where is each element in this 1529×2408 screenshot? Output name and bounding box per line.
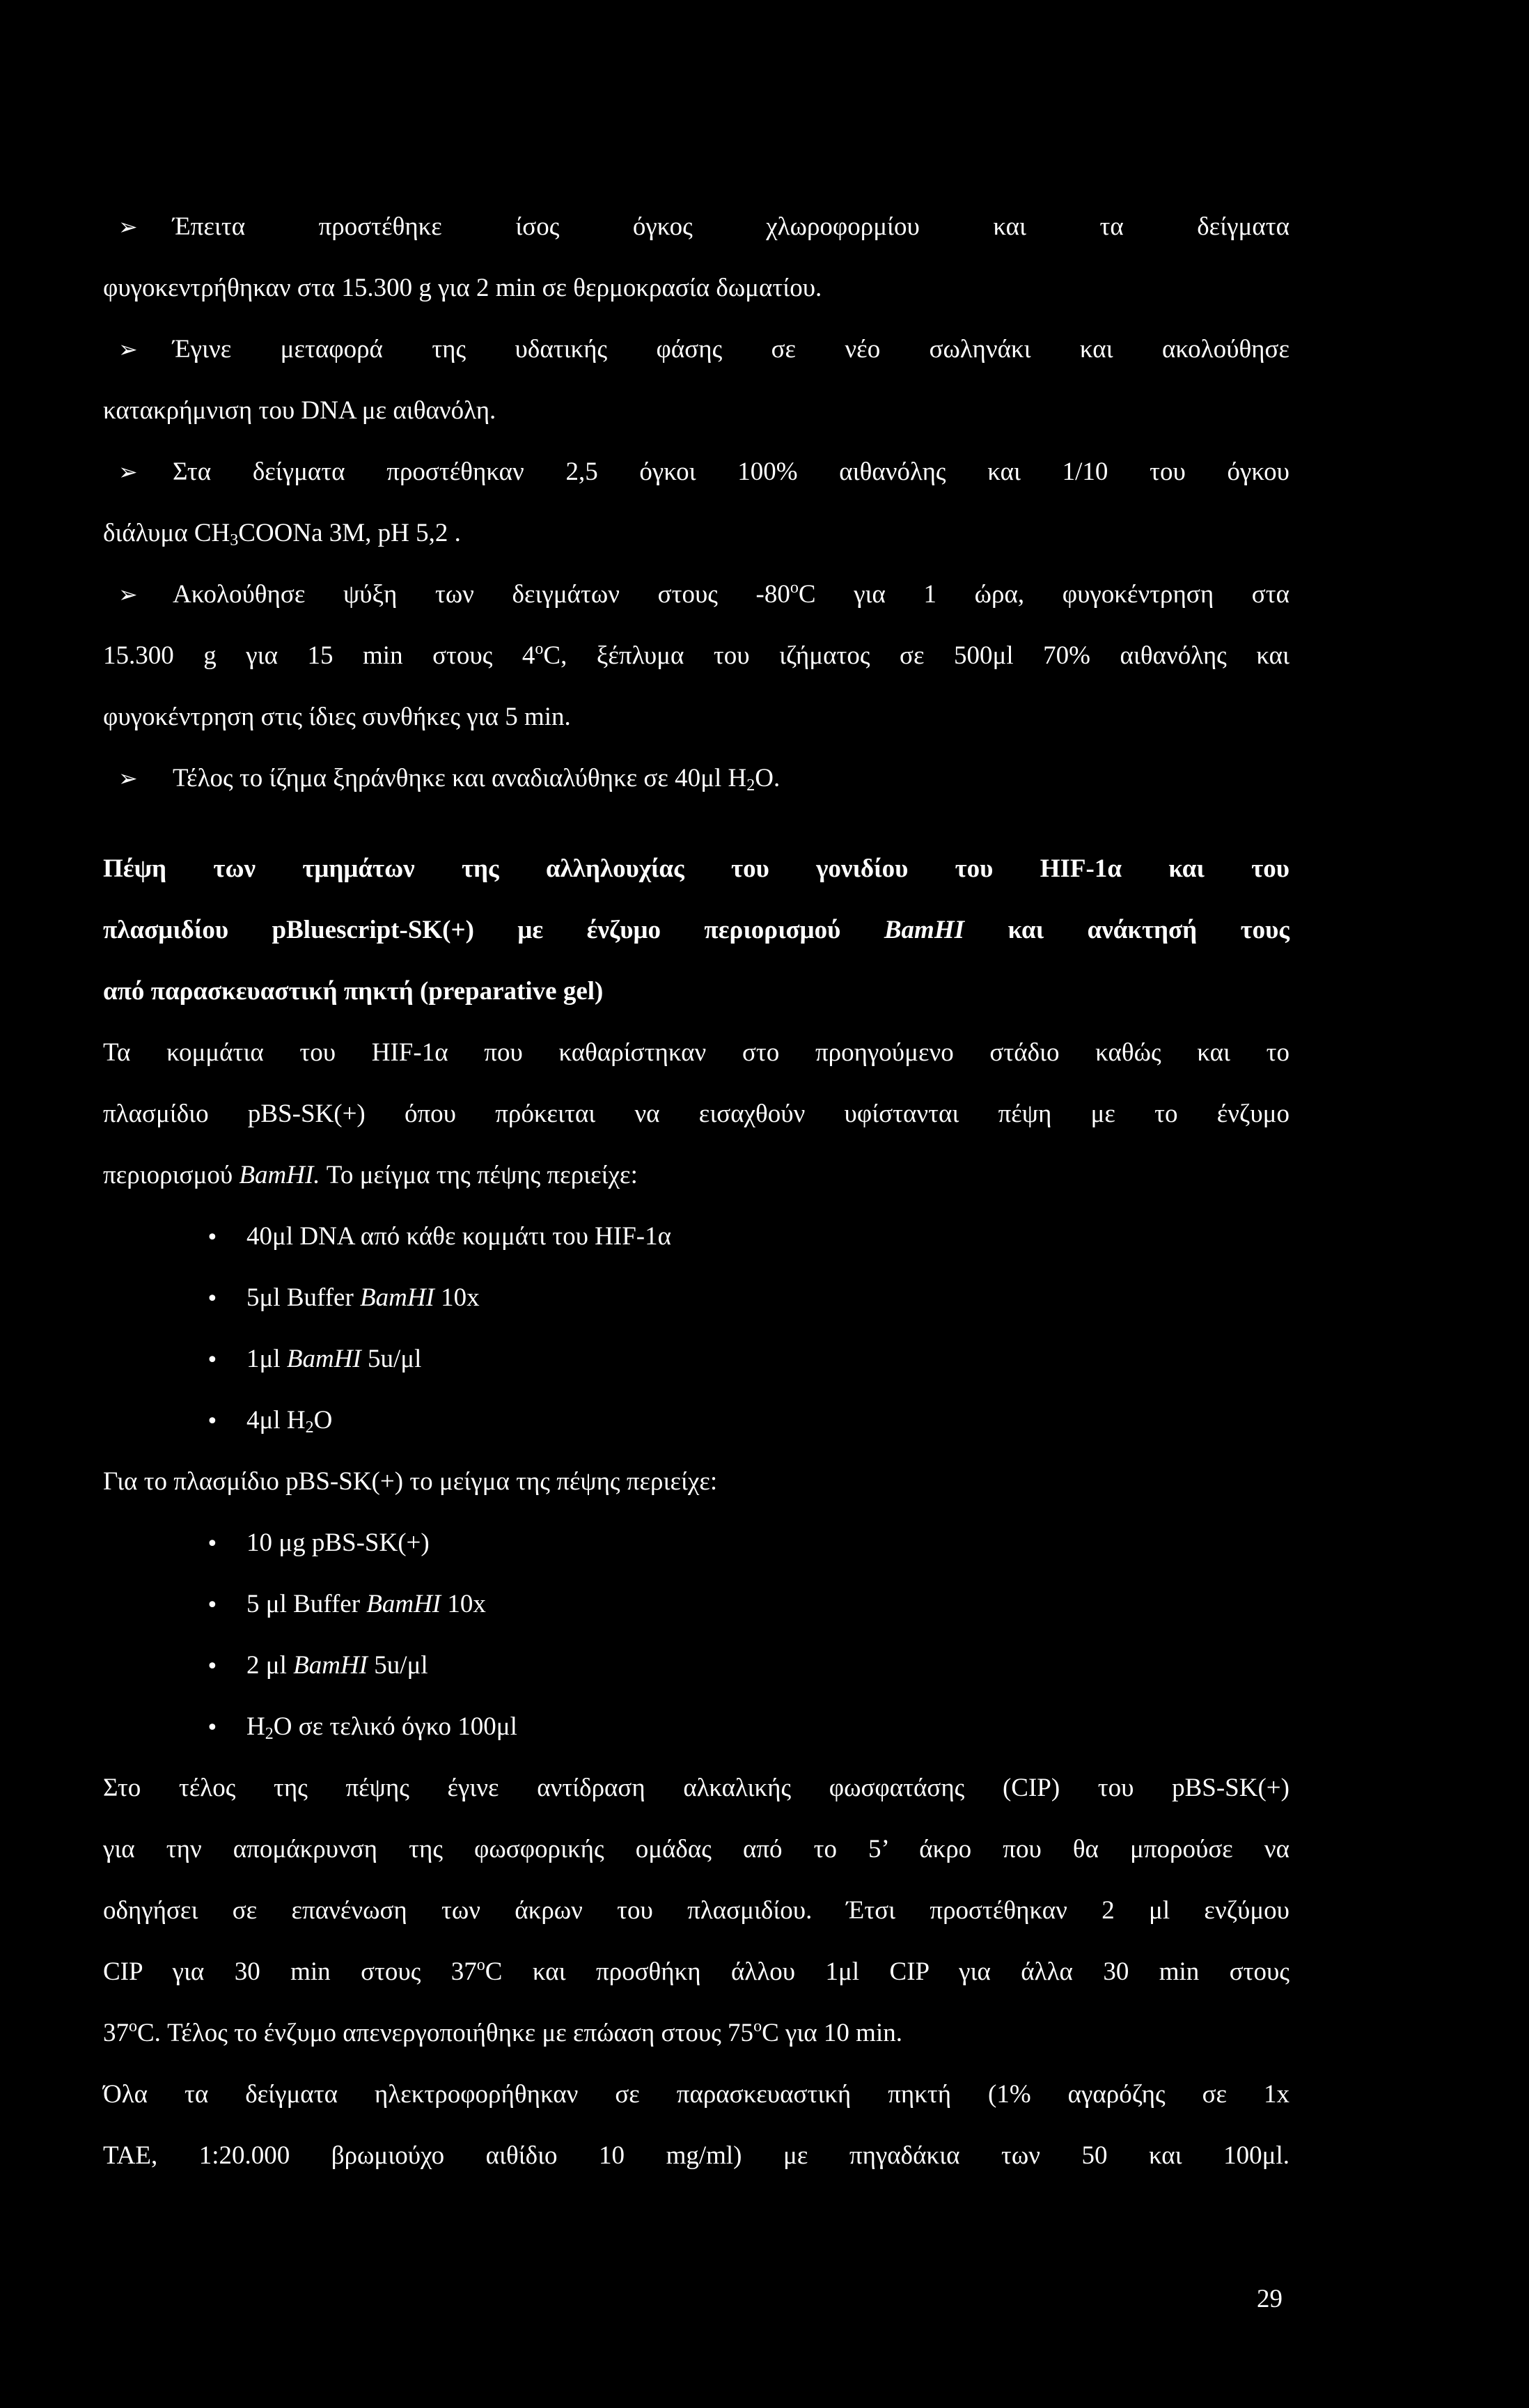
paragraph-4-line-2: TAE, 1:20.000 βρωμιούχο αιθίδιο 10 mg/ml) με πηγαδάκια των 50 και 100μl. [103, 2141, 1289, 2170]
paragraph-2: Για το πλασμίδιο pBS-SK(+) το μείγμα της πέψης περιείχε: [103, 1467, 718, 1496]
page-number: 29 [1257, 2285, 1283, 2313]
bullet-icon: • [206, 1593, 219, 1618]
step-1-line-1: ➢ Έπειτα προστέθηκε ίσος όγκος χλωροφορμίου και τα δείγματα [103, 196, 1289, 258]
step-3-line-1: ➢ Στα δείγματα προστέθηκαν 2,5 όγκοι 100% αιθανόλης και 1/10 του όγκου [103, 441, 1289, 503]
bullet-icon: • [206, 1716, 219, 1740]
bullet-icon: • [206, 1409, 219, 1434]
step-4-line-3: φυγοκέντρηση στις ίδιες συνθήκες για 5 min. [103, 703, 571, 731]
arrow-bullet-icon: ➢ [118, 336, 138, 363]
paragraph-3-line-5: 37$^o$C. Τέλος το ένζυμο απενεργοποιήθηκε με επώαση στους 75$^o$C για 10 min. [103, 2017, 902, 2047]
arrow-bullet-icon: ➢ [118, 458, 138, 485]
step-2-line-2: κατακρήμνιση του DNA με αιθανόλη. [103, 396, 496, 425]
document-body [103, 196, 1289, 2187]
bullet-icon: • [206, 1287, 219, 1311]
list-item: • 2 μl BamHI 5u/μl [103, 1635, 1289, 1696]
paragraph-1-line-2: πλασμίδιο pBS-SK(+) όπου πρόκειται να εισαχθούν υφίστανται πέψη με το ένζυμο [103, 1100, 1289, 1128]
paragraph-3-line-1: Στο τέλος της πέψης έγινε αντίδραση αλκαλικής φωσφατάσης (CIP) του pBS-SK(+) [103, 1774, 1289, 1802]
bullet-icon: • [206, 1532, 219, 1556]
paragraph-1-line-3: περιορισμού BamHI. Το μείγμα της πέψης περιείχε: [103, 1161, 638, 1189]
bullet-icon: • [206, 1226, 219, 1250]
list-item: • $H_2O$ σε τελικό όγκο 100μl [103, 1696, 1289, 1758]
section-heading-line-1: Πέψη των τμημάτων της αλληλουχίας του γονιδίου του HIF-1α και του [103, 854, 1289, 883]
list-item: • 4μl $H_2O$ [103, 1390, 1289, 1451]
step-4-line-1: ➢ Ακολούθησε ψύξη των δειγμάτων στους -80$^o$C για 1 ώρα, φυγοκέντρηση στα [103, 564, 1289, 625]
list-item: • 1μl BamHI 5u/μl [103, 1329, 1289, 1390]
paragraph-4-line-1: Όλα τα δείγματα ηλεκτροφορήθηκαν σε παρασκευαστική πηκτή (1% αγαρόζης σε 1x [103, 2080, 1289, 2109]
section-heading-line-3: από παρασκευαστική πηκτή (preparative gel) [103, 977, 604, 1006]
spacer [103, 809, 1289, 838]
paragraph-1-line-1: Τα κομμάτια του HIF-1α που καθαρίστηκαν στο προηγούμενο στάδιο καθώς και το [103, 1038, 1289, 1067]
list-item: • 10 μg pBS-SK(+) [103, 1512, 1289, 1574]
paragraph-3-line-4: CIP για 30 min στους 37$^o$C και προσθήκη άλλου 1μl CIP για άλλα 30 min στους [103, 1956, 1289, 1986]
paragraph-3-line-3: οδηγήσει σε επανένωση των άκρων του πλασμιδίου. Έτσι προστέθηκαν 2 μl ενζύμου [103, 1896, 1289, 1925]
arrow-bullet-icon: ➢ [118, 213, 138, 240]
list-item: • 5μl Buffer BamHI 10x [103, 1267, 1289, 1329]
step-2-line-1: ➢ Έγινε μεταφορά της υδατικής φάσης σε νέο σωληνάκι και ακολούθησε [103, 319, 1289, 380]
paragraph-3-line-2: για την απομάκρυνση της φωσφορικής ομάδας από το 5’ άκρο που θα μπορούσε να [103, 1835, 1289, 1863]
section-heading-line-2: πλασμιδίου pBluescript-SK(+) με ένζυμο περιορισμού BamHI και ανάκτησή τους [103, 916, 1289, 944]
bullet-icon: • [206, 1655, 219, 1679]
list-item: • 5 μl Buffer BamHI 10x [103, 1574, 1289, 1635]
step-1-line-2: φυγοκεντρήθηκαν στα 15.300 g για 2 min σε θερμοκρασία δωματίου. [103, 274, 822, 302]
list-item: • 40μl DNA από κάθε κομμάτι του HIF-1α [103, 1206, 1289, 1267]
step-4-line-2: 15.300 g για 15 min στους 4$^o$C, ξέπλυμα του ιζήματος σε 500μl 70% αιθανόλης και [103, 640, 1289, 670]
bullet-icon: • [206, 1348, 219, 1373]
arrow-bullet-icon: ➢ [118, 581, 138, 608]
arrow-bullet-icon: ➢ [118, 765, 138, 792]
step-3-line-2: διάλυμα $CH_3COONa$ 3M, pH 5,2 . [103, 519, 461, 549]
step-5-line-1: ➢ Τέλος το ίζημα ξηράνθηκε και αναδιαλύθηκε σε 40μl $H_2O$. [103, 748, 1289, 809]
